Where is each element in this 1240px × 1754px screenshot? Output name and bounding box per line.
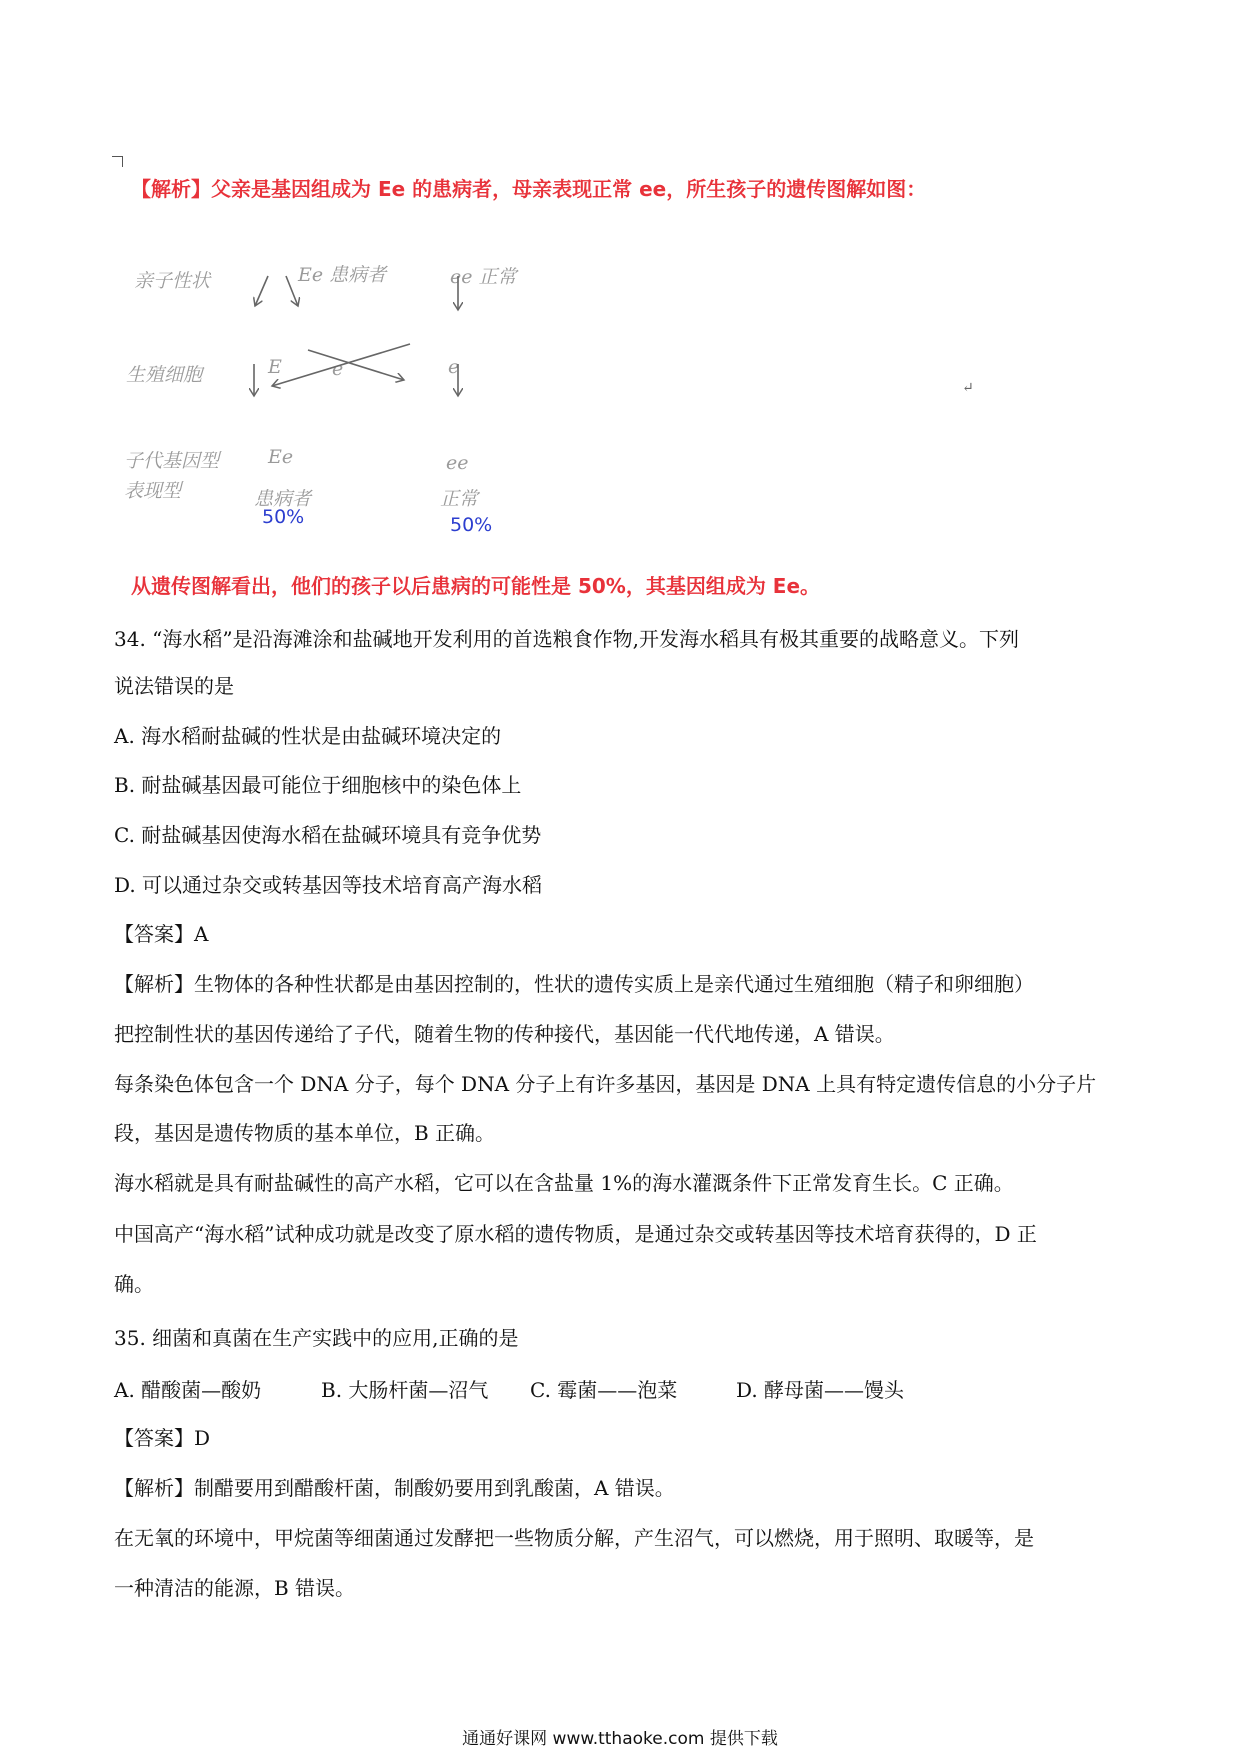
q34-explanation-3: 每条染色体包含一个 DNA 分子，每个 DNA 分子上有许多基因，基因是 DNA 上具有特定遗传信息的小分子片 [114,1072,1097,1096]
corner-mark [112,156,123,167]
arrow-father-to-E [255,276,268,306]
q35-option-a: A. 醋酸菌—酸奶 [114,1378,262,1402]
q35-explanation-1: 【解析】制醋要用到醋酸杆菌，制酸奶要用到乳酸菌，A 错误。 [114,1476,675,1500]
q35-option-d: D. 酵母菌——馒头 [736,1378,905,1402]
gamete-E: E [268,356,282,378]
analysis-intro: 【解析】父亲是基因组成为 Ee 的患病者，母亲表现正常 ee，所生孩子的遗传图解如图： [131,177,927,201]
gamete-e1: e [332,358,344,380]
child1-percent: 50% [262,506,305,528]
row-label-genotype: 子代基因型 [124,450,220,472]
child1-phenotype: 患病者 [254,488,312,510]
row-label-phenotype: 表现型 [124,480,182,502]
row-label-gamete: 生殖细胞 [126,364,203,386]
q34-option-b: B. 耐盐碱基因最可能位于细胞核中的染色体上 [114,773,522,797]
analysis-conclusion: 从遗传图解看出，他们的孩子以后患病的可能性是 50%，其基因组成为 Ee。 [131,574,821,598]
q34-explanation-1: 【解析】生物体的各种性状都是由基因控制的，性状的遗传实质上是亲代通过生殖细胞（精子和卵细胞） [114,972,1034,996]
q35-stem: 35. 细菌和真菌在生产实践中的应用,正确的是 [114,1326,519,1350]
q34-option-a: A. 海水稻耐盐碱的性状是由盐碱环境决定的 [114,724,502,748]
child2-genotype: ee [446,452,469,474]
q34-explanation-6: 中国高产“海水稻”试种成功就是改变了原水稻的遗传物质，是通过杂交或转基因等技术培育获得的，D 正 [114,1222,1037,1246]
gamete-e2: e [448,356,460,378]
q34-explanation-4: 段，基因是遗传物质的基本单位，B 正确。 [114,1121,496,1145]
q34-stem-line1: 34. “海水稻”是沿海滩涂和盐碱地开发利用的首选粮食作物,开发海水稻具有极其重要的战略意义。下列 [114,627,1019,651]
arrow-e-cross-ee [308,350,404,380]
parent-mother: ee 正常 [450,266,517,288]
genetic-diagram [110,240,550,540]
parent-father: Ee 患病者 [298,264,387,286]
q34-explanation-5: 海水稻就是具有耐盐碱性的高产水稻，它可以在含盐量 1%的海水灌溉条件下正常发育生长。C 正确。 [114,1171,1014,1195]
q35-option-b: B. 大肠杆菌—沼气 [321,1378,489,1402]
q34-explanation-2: 把控制性状的基因传递给了子代，随着生物的传种接代，基因能一代代地传递，A 错误。 [114,1022,895,1046]
q34-option-d: D. 可以通过杂交或转基因等技术培育高产海水稻 [114,873,543,897]
q34-explanation-7: 确。 [114,1272,154,1296]
child1-genotype: Ee [268,446,294,468]
q34-option-c: C. 耐盐碱基因使海水稻在盐碱环境具有竞争优势 [114,823,542,847]
q34-answer: 【答案】A [114,922,209,946]
q35-explanation-2: 在无氧的环境中，甲烷菌等细菌通过发酵把一些物质分解，产生沼气，可以燃烧，用于照明、取暖等，是 [114,1526,1034,1550]
page-footer: 通通好课网 www.tthaoke.com 提供下载 [462,1729,778,1749]
row-label-parent: 亲子性状 [134,270,211,292]
diagram-arrows [110,240,550,540]
child2-phenotype: 正常 [440,488,479,510]
arrow-father-to-e [286,276,298,306]
arrow-e-cross-Ee [272,344,410,386]
q34-stem-line2: 说法错误的是 [114,674,234,698]
q35-answer: 【答案】D [114,1426,211,1450]
q35-explanation-3: 一种清洁的能源，B 错误。 [114,1576,356,1600]
q35-option-c: C. 霉菌——泡菜 [530,1378,678,1402]
child2-percent: 50% [450,514,493,536]
return-mark-icon: ↵ [962,380,974,396]
